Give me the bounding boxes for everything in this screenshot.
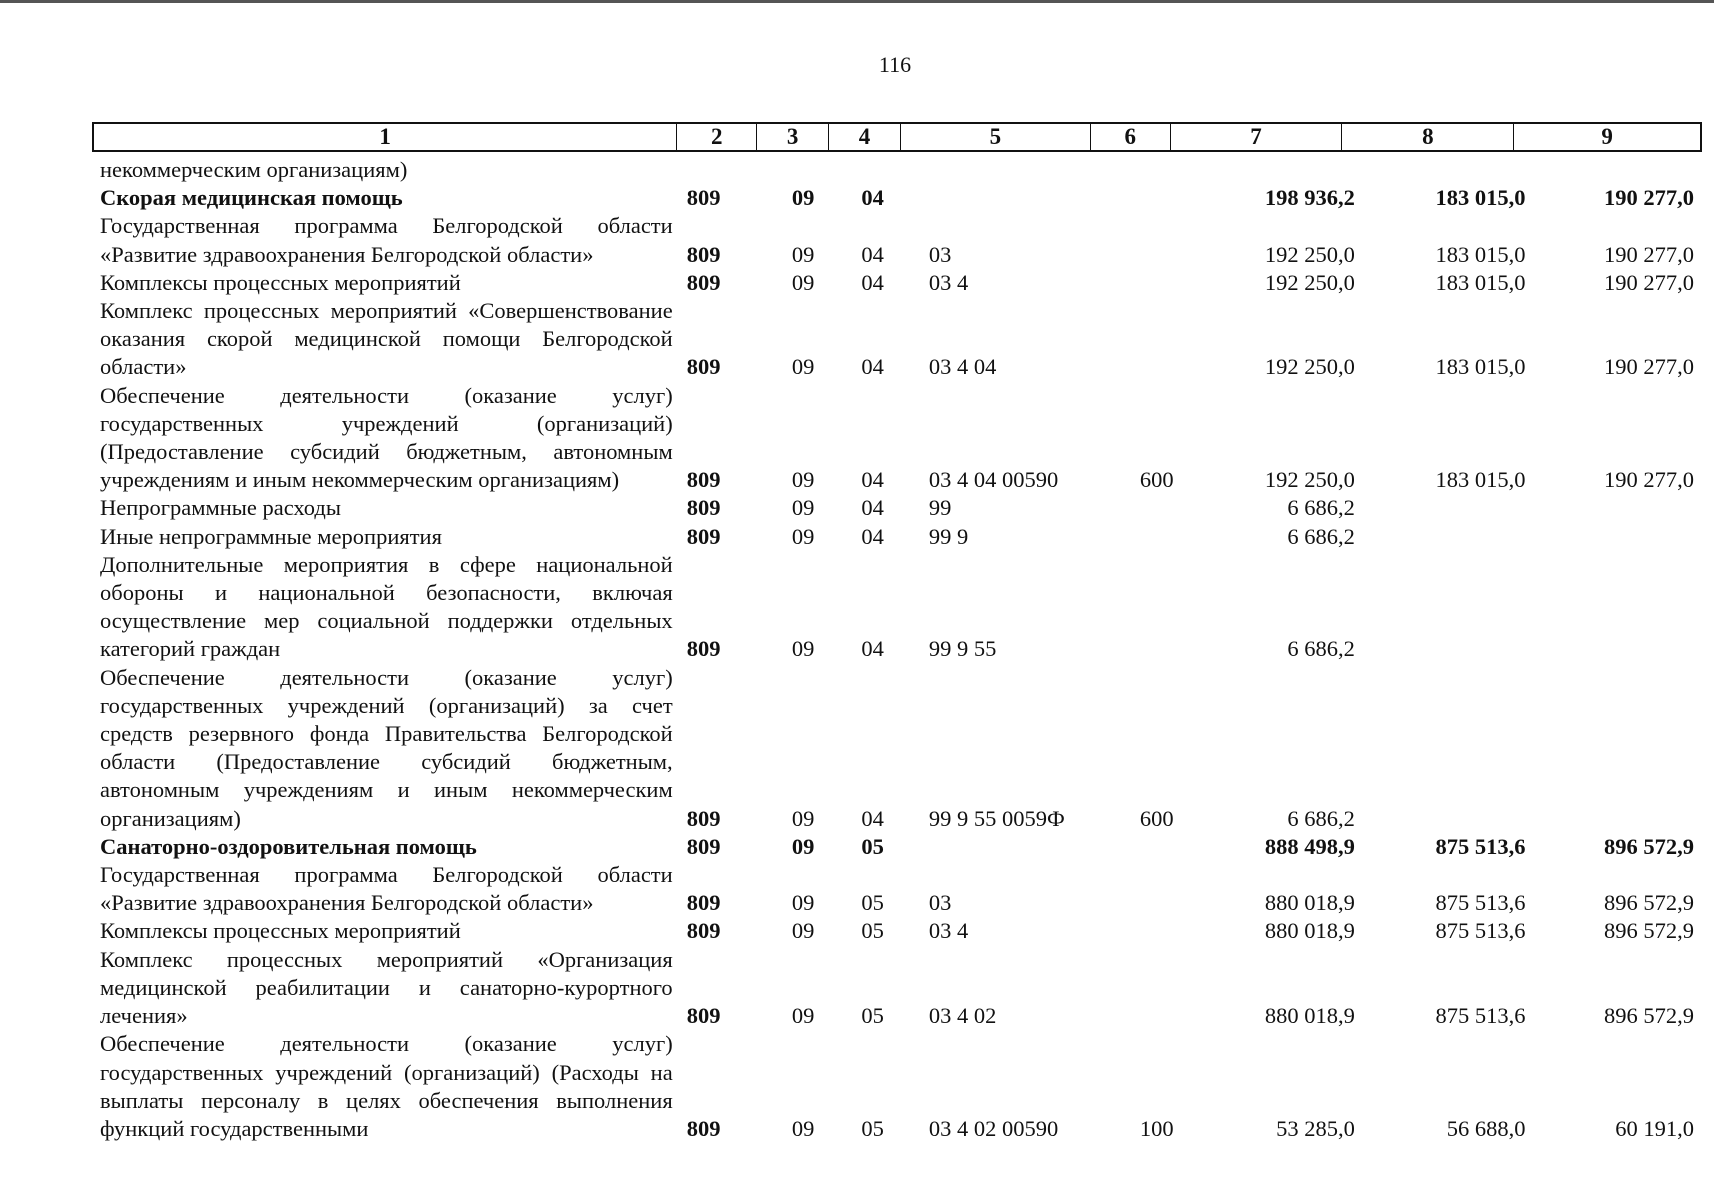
cell-amount-8: 183 015,0	[1435, 354, 1526, 380]
cell-target-article: 03 4 04 00590	[928, 467, 1059, 493]
cell-target-article: 03 4 02	[928, 1003, 997, 1029]
cell-amount-9: 190 277,0	[1603, 241, 1694, 267]
cell-amount-7: 192 250,0	[1264, 269, 1355, 295]
cell-target-article: 99 9 55 0059Ф	[928, 805, 1065, 831]
cell-amount-9: 190 277,0	[1603, 269, 1694, 295]
cell-amount-9: 896 572,9	[1603, 833, 1694, 859]
cell-amount-8: 875 513,6	[1435, 833, 1526, 859]
cell-amount-8: 875 513,6	[1435, 890, 1526, 916]
cell-subsection: 04	[861, 185, 884, 211]
row-name: Комплекс процессных мероприятий «Организация медицинской реабилитации и санаторно-курортного лечения»	[100, 946, 673, 1029]
cell-subsection: 04	[861, 523, 884, 549]
table-row	[92, 664, 1702, 833]
cell-section: 09	[791, 269, 815, 295]
cell-subsection: 04	[861, 241, 884, 267]
row-name: Непрограммные расходы	[100, 495, 341, 521]
cell-subsection: 05	[861, 1003, 884, 1029]
cell-target-article: 03	[928, 241, 952, 267]
cell-target-article: 03 4	[928, 918, 969, 944]
cell-section: 09	[791, 495, 815, 521]
cell-amount-8: 875 513,6	[1435, 1003, 1526, 1029]
cell-target-article: 03 4	[928, 269, 969, 295]
cell-subsection: 05	[861, 890, 884, 916]
cell-amount-9: 896 572,9	[1603, 1003, 1694, 1029]
cell-expense-type: 100	[1139, 1115, 1174, 1141]
row-name: Санаторно-оздоровительная помощь	[100, 833, 477, 859]
cell-amount-7: 880 018,9	[1264, 890, 1355, 916]
row-name: Обеспечение деятельности (оказание услуг) государственных учреждений (организаций) (Расходы на выплаты персоналу в целях обеспечения выполнения функций государственными	[100, 1031, 673, 1141]
cell-amount-9: 190 277,0	[1603, 185, 1694, 211]
cell-target-article: 99 9 55	[928, 636, 997, 662]
cell-amount-7: 6 686,2	[1287, 805, 1355, 831]
scan-edge-line	[0, 0, 1714, 3]
header-col-2: 2	[677, 124, 757, 150]
table-row	[92, 297, 1702, 382]
table-row	[92, 1030, 1702, 1143]
cell-subsection: 05	[861, 918, 884, 944]
row-name: Государственная программа Белгородской области «Развитие здравоохранения Белгородской области»	[100, 213, 673, 267]
cell-ministry: 809	[686, 636, 721, 662]
table-row	[92, 946, 1702, 1031]
cell-target-article: 99	[928, 495, 952, 521]
header-col-4: 4	[829, 124, 901, 150]
row-name: Комплексы процессных мероприятий	[100, 918, 461, 944]
cell-ministry: 809	[686, 523, 721, 549]
cell-amount-7: 888 498,9	[1264, 833, 1355, 859]
row-name: Скорая медицинская помощь	[100, 185, 403, 211]
cell-section: 09	[791, 354, 815, 380]
cell-amount-8: 183 015,0	[1435, 241, 1526, 267]
cell-section: 09	[791, 918, 815, 944]
cell-amount-9: 190 277,0	[1603, 354, 1694, 380]
cell-section: 09	[791, 1003, 815, 1029]
cell-amount-7: 6 686,2	[1287, 523, 1355, 549]
cell-amount-7: 6 686,2	[1287, 636, 1355, 662]
header-col-3: 3	[757, 124, 829, 150]
header-col-6: 6	[1091, 124, 1171, 150]
cell-target-article: 03	[928, 890, 952, 916]
cell-amount-9: 190 277,0	[1603, 467, 1694, 493]
cell-amount-8: 183 015,0	[1435, 467, 1526, 493]
header-col-7: 7	[1171, 124, 1343, 150]
cell-target-article: 03 4 04	[928, 354, 997, 380]
cell-subsection: 04	[861, 805, 884, 831]
table-row	[92, 184, 1702, 212]
cell-ministry: 809	[686, 890, 721, 916]
table-row	[92, 551, 1702, 664]
cell-section: 09	[791, 1115, 815, 1141]
cell-subsection: 04	[861, 467, 884, 493]
cell-amount-8: 183 015,0	[1435, 269, 1526, 295]
cell-subsection: 04	[861, 495, 884, 521]
table-row	[92, 156, 1702, 184]
cell-subsection: 05	[861, 833, 884, 859]
cell-subsection: 04	[861, 269, 884, 295]
cell-ministry: 809	[686, 269, 721, 295]
cell-amount-9: 60 191,0	[1615, 1115, 1694, 1141]
row-name: Обеспечение деятельности (оказание услуг) государственных учреждений (организаций) за счет средств резервного фонда Правительства Белгородской области (Предоставление субсидий бюджетным, автономным учреждениям и иным некоммерческим организациям)	[100, 664, 673, 831]
row-name: некоммерческим организациям)	[100, 157, 408, 182]
cell-target-article: 03 4 02 00590	[928, 1115, 1059, 1141]
cell-ministry: 809	[686, 467, 721, 493]
cell-ministry: 809	[686, 185, 721, 211]
cell-section: 09	[791, 523, 815, 549]
table-header	[92, 122, 1702, 152]
cell-amount-7: 192 250,0	[1264, 467, 1355, 493]
cell-section: 09	[791, 805, 815, 831]
cell-amount-7: 198 936,2	[1264, 185, 1355, 211]
cell-section: 09	[791, 241, 815, 267]
cell-ministry: 809	[686, 833, 721, 859]
page-number: 116	[878, 52, 912, 77]
row-name: Иные непрограммные мероприятия	[100, 523, 442, 549]
header-col-8: 8	[1342, 124, 1514, 150]
cell-amount-8: 183 015,0	[1435, 185, 1526, 211]
cell-amount-8: 875 513,6	[1435, 918, 1526, 944]
cell-section: 09	[791, 636, 815, 662]
cell-amount-7: 192 250,0	[1264, 354, 1355, 380]
table-row	[92, 494, 1702, 522]
header-col-5: 5	[901, 124, 1091, 150]
cell-subsection: 05	[861, 1115, 884, 1141]
cell-amount-7: 880 018,9	[1264, 918, 1355, 944]
table-body	[92, 156, 1702, 1143]
cell-target-article: 99 9	[928, 523, 969, 549]
table-row	[92, 269, 1702, 297]
cell-ministry: 809	[686, 354, 721, 380]
cell-section: 09	[791, 833, 815, 859]
cell-amount-8: 56 688,0	[1446, 1115, 1526, 1141]
cell-amount-7: 6 686,2	[1287, 495, 1355, 521]
cell-ministry: 809	[686, 805, 721, 831]
cell-ministry: 809	[686, 241, 721, 267]
cell-amount-7: 192 250,0	[1264, 241, 1355, 267]
cell-ministry: 809	[686, 495, 721, 521]
row-name: Комплексы процессных мероприятий	[100, 269, 461, 295]
table-row	[92, 861, 1702, 917]
row-name: Комплекс процессных мероприятий «Совершенствование оказания скорой медицинской помощи Белгородской области»	[100, 298, 673, 380]
cell-expense-type: 600	[1139, 467, 1174, 493]
cell-amount-7: 53 285,0	[1276, 1115, 1355, 1141]
row-name: Государственная программа Белгородской области «Развитие здравоохранения Белгородской области»	[100, 862, 673, 916]
cell-ministry: 809	[686, 1003, 721, 1029]
cell-amount-9: 896 572,9	[1603, 918, 1694, 944]
header-col-9: 9	[1601, 124, 1613, 149]
cell-section: 09	[791, 467, 815, 493]
row-name: Обеспечение деятельности (оказание услуг) государственных учреждений (организаций) (Предоставление субсидий бюджетным, автономным учреждениям и иным некоммерческим организациям)	[100, 382, 673, 493]
cell-ministry: 809	[686, 1115, 721, 1141]
table-row	[92, 523, 1702, 551]
table-row	[92, 382, 1702, 495]
cell-ministry: 809	[686, 918, 721, 944]
table-row	[92, 917, 1702, 945]
table-row	[92, 833, 1702, 861]
cell-subsection: 04	[861, 636, 884, 662]
cell-section: 09	[791, 890, 815, 916]
row-name: Дополнительные мероприятия в сфере национальной обороны и национальной безопасности, включая осуществление мер социальной поддержки отдельных категорий граждан	[100, 551, 673, 662]
table-row	[92, 212, 1702, 268]
cell-section: 09	[791, 185, 815, 211]
cell-expense-type: 600	[1139, 805, 1174, 831]
cell-subsection: 04	[861, 354, 884, 380]
cell-amount-9: 896 572,9	[1603, 890, 1694, 916]
header-col-1: 1	[94, 124, 677, 150]
cell-amount-7: 880 018,9	[1264, 1003, 1355, 1029]
